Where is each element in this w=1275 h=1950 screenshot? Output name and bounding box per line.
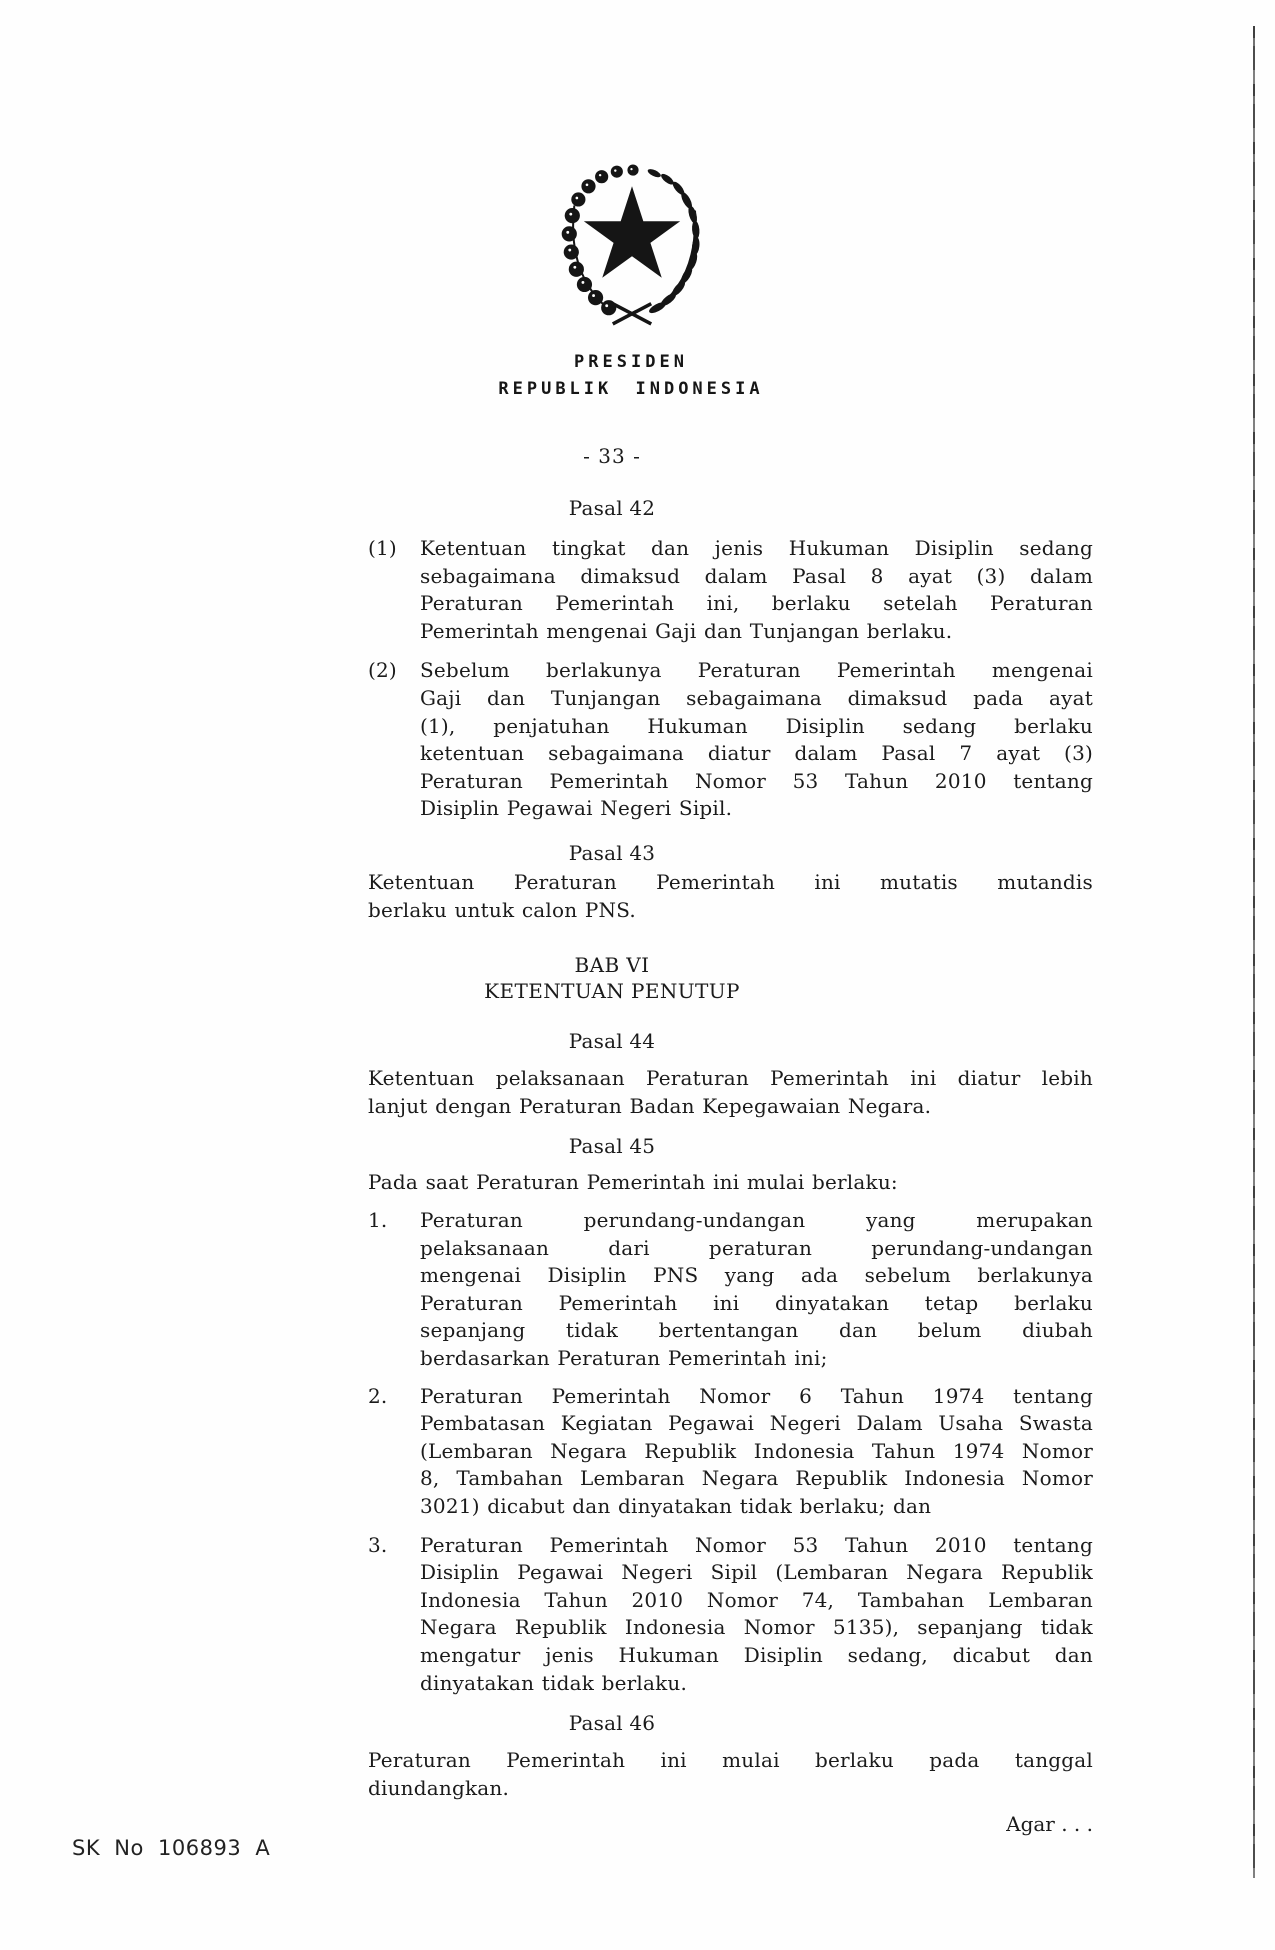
laurel-branch-icon bbox=[647, 167, 701, 315]
bab-number: BAB VI bbox=[574, 953, 650, 977]
catchword-agar: Agar . . . bbox=[1006, 1812, 1093, 1836]
pasal-45-item-3 bbox=[368, 1532, 1093, 1698]
pasal-44-body: Ketentuan pelaksanaan Peraturan Pemerintah ini diatur lebih lanjut dengan Peraturan Badan Kepegawaian Negara. bbox=[368, 1066, 1093, 1118]
list-text: Peraturan Pemerintah Nomor 53 Tahun 2010 tentang Disiplin Pegawai Negeri Sipil (Lembaran Negara Republik Indonesia Tahun 2010 Nomor 74, Tambahan Lembaran Negara Republik Indonesia Nomor 5135), sepanjang tidak mengatur jenis Hukuman Disiplin sedang, dicabut dan dinyatakan tidak berlaku. bbox=[420, 1532, 1093, 1695]
sk-number: SK No 106893 A bbox=[72, 1836, 271, 1860]
letterhead-presiden: PRESIDEN bbox=[574, 352, 688, 372]
heading-pasal-43: Pasal 43 bbox=[568, 841, 656, 865]
pasal-42-body bbox=[368, 535, 1093, 823]
page-number: - 33 - bbox=[583, 444, 641, 468]
star-icon bbox=[584, 186, 680, 277]
pasal-46-body: Peraturan Pemerintah ini mulai berlaku pada tanggal diundangkan. bbox=[368, 1748, 1093, 1800]
ayat-marker: (1) bbox=[368, 536, 397, 560]
pasal-45-list bbox=[368, 1207, 1093, 1697]
pasal-45-item-2 bbox=[368, 1383, 1093, 1521]
list-marker: 2. bbox=[368, 1383, 388, 1408]
pasal-42-ayat-2 bbox=[368, 657, 1093, 823]
pasal-42-ayat-1 bbox=[368, 535, 1093, 645]
scan-artifact-line bbox=[1253, 26, 1255, 1878]
ayat-text: Sebelum berlakunya Peraturan Pemerintah mengenai Gaji dan Tunjangan sebagaimana dimaksud pada ayat (1), penjatuhan Hukuman Disiplin sedang berlaku ketentuan sebagaimana diatur dalam Pasal 7 ayat (3) Peraturan Pemerintah Nomor 53 Tahun 2010 tentang Disiplin Pegawai Negeri Sipil. bbox=[420, 658, 1093, 821]
heading-bab-vi bbox=[0, 953, 1224, 1003]
ayat-text: Ketentuan tingkat dan jenis Hukuman Disiplin sedang sebagaimana dimaksud dalam Pasal 8 ayat (3) dalam Peraturan Pemerintah ini, berlaku setelah Peraturan Pemerintah mengenai Gaji dan Tunjangan berlaku. bbox=[420, 536, 1093, 643]
pasal-45-intro: Pada saat Peraturan Pemerintah ini mulai berlaku: bbox=[368, 1170, 898, 1194]
heading-pasal-44: Pasal 44 bbox=[568, 1029, 656, 1053]
indonesia-state-emblem-icon bbox=[546, 158, 718, 334]
ayat-marker: (2) bbox=[368, 658, 397, 683]
heading-pasal-45: Pasal 45 bbox=[568, 1134, 656, 1158]
letterhead-republik-indonesia: REPUBLIK INDONESIA bbox=[498, 379, 764, 399]
pasal-43-body: Ketentuan Peraturan Pemerintah ini mutatis mutandis berlaku untuk calon PNS. bbox=[368, 870, 1093, 922]
bab-title: KETENTUAN PENUTUP bbox=[484, 979, 740, 1003]
list-marker: 1. bbox=[368, 1208, 388, 1232]
list-text: Peraturan Pemerintah Nomor 6 Tahun 1974 tentang Pembatasan Kegiatan Pegawai Negeri Dalam Usaha Swasta (Lembaran Negara Republik Indonesia Tahun 1974 Nomor 8, Tambahan Lembaran Negara Republik Indonesia Nomor 3021) dicabut dan dinyatakan tidak berlaku; dan bbox=[420, 1383, 1093, 1518]
heading-pasal-42: Pasal 42 bbox=[568, 496, 656, 520]
letterhead bbox=[0, 352, 1262, 399]
list-marker: 3. bbox=[368, 1532, 388, 1557]
list-text: Peraturan perundang-undangan yang merupakan pelaksanaan dari peraturan perundang-undangan mengenai Disiplin PNS yang ada sebelum berlakunya Peraturan Pemerintah ini dinyatakan tetap berlaku sepanjang tidak bertentangan dan belum diubah berdasarkan Peraturan Pemerintah ini; bbox=[420, 1208, 1093, 1370]
pasal-45-item-1 bbox=[368, 1207, 1093, 1373]
heading-pasal-46: Pasal 46 bbox=[568, 1711, 656, 1735]
